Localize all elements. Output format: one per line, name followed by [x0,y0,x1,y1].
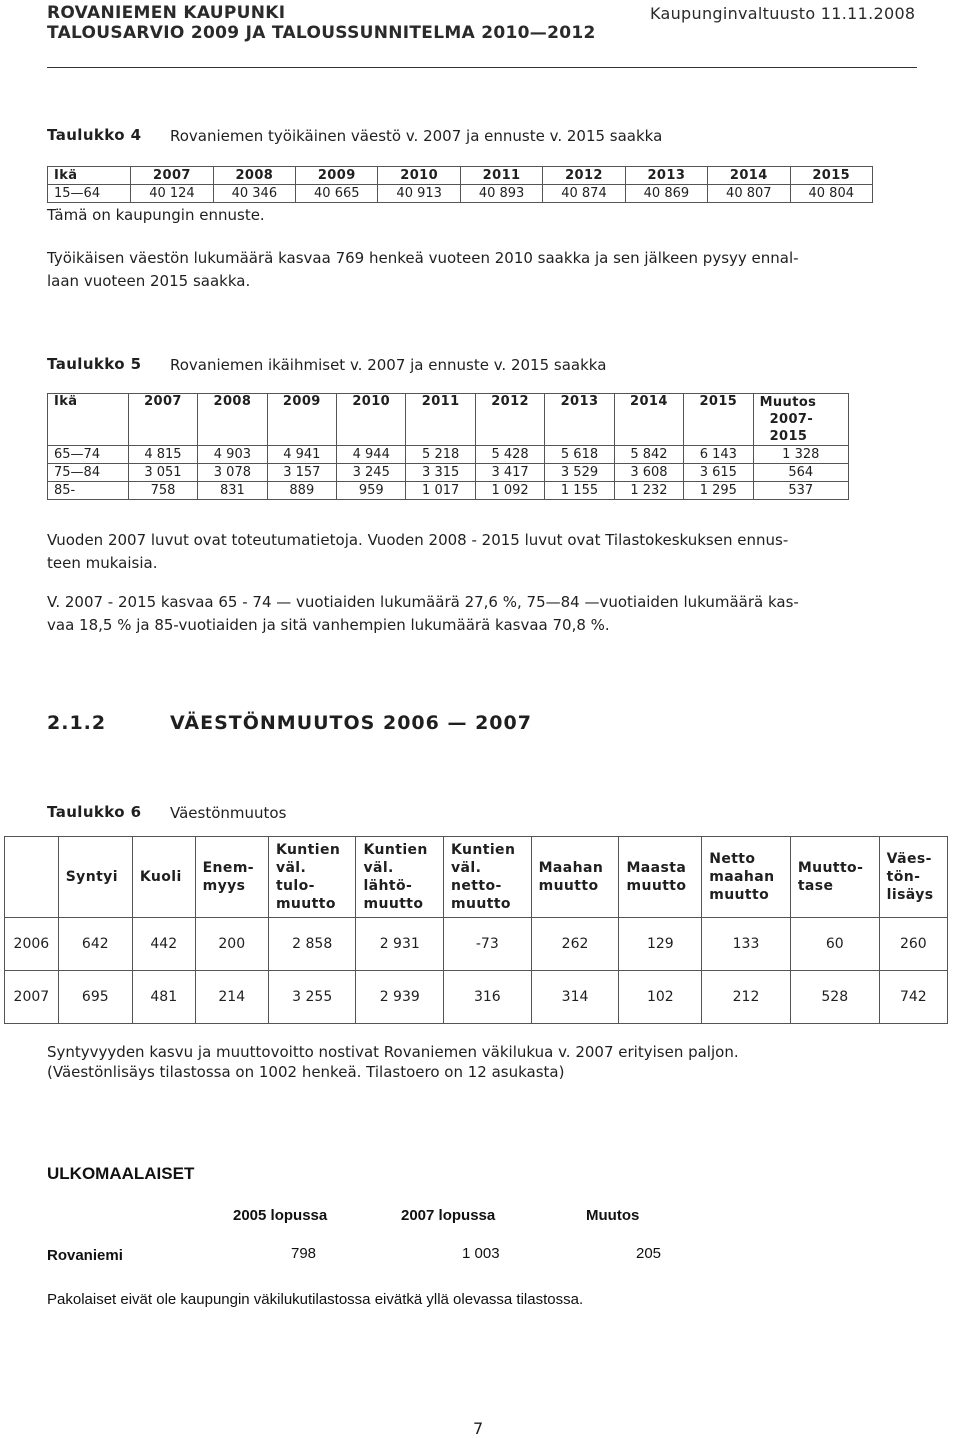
table-cell: 5 218 [406,446,475,464]
section-number: 2.1.2 [47,712,107,734]
table6-col-population-growth [879,837,947,918]
table-cell: 481 [132,971,195,1024]
paragraph-3-line-2: vaa 18,5 % ja 85-vuotiaiden ja sitä vanhempien lukumäärä kasvaa 70,8 %. [47,616,610,634]
table6-title: Väestönmuutos [170,804,287,822]
table-cell: 4 815 [128,446,197,464]
table-cell: 442 [132,918,195,971]
table-cell: 15—64 [48,185,131,203]
table4-col-age: Ikä [48,167,131,185]
table-row [48,185,873,203]
table-row [5,971,948,1024]
table-cell: 2 939 [356,971,444,1024]
meeting-date: Kaupunginvaltuusto 11.11.2008 [650,4,916,23]
table-cell: 212 [702,971,791,1024]
table6-col-in-migration [268,837,356,918]
paragraph-1-line-2: laan vuoteen 2015 saakka. [47,272,251,290]
paragraph-3-line-1: V. 2007 - 2015 kasvaa 65 - 74 — vuotiaiden lukumäärä 27,6 %, 75—84 —vuotiaiden lukumäärä kas- [47,593,799,611]
table-cell: 5 842 [614,446,683,464]
table5-col-2007: 2007 [128,394,197,446]
table-cell: 260 [879,918,947,971]
table-cell: 528 [790,971,879,1024]
header-line: muutto [626,878,687,894]
table-cell: 564 [753,464,848,482]
paragraph-2-line-2: teen mukaisia. [47,554,158,572]
foreigners-value-2007: 1 003 [462,1245,500,1262]
paragraph-1-line-1: Työikäisen väestön lukumäärä kasvaa 769 henkeä vuoteen 2010 saakka ja sen jälkeen pysyy ennal- [47,249,799,267]
table4 [47,166,873,203]
table6 [4,836,948,1024]
header-line: väl. [363,860,394,876]
table-cell: 3 078 [198,464,267,482]
table-cell: 40 807 [708,185,790,203]
table5-col-2008: 2008 [198,394,267,446]
foreigners-row-label: Rovaniemi [47,1247,123,1264]
table-cell: 65—74 [48,446,129,464]
table-cell: 831 [198,482,267,500]
table-cell: 3 157 [267,464,336,482]
header-line: netto- [451,878,502,894]
table-cell: 1 232 [614,482,683,500]
table5-col-2013: 2013 [545,394,614,446]
table-cell: 5 428 [475,446,544,464]
table-row [48,482,849,500]
table-cell: 316 [444,971,532,1024]
table-cell: 3 417 [475,464,544,482]
table4-col-2013: 2013 [625,167,707,185]
table-cell: 214 [195,971,268,1024]
table-cell: 1 295 [684,482,753,500]
table5-change-line-3: 2015 [769,429,808,444]
table4-note: Tämä on kaupungin ennuste. [47,206,265,224]
table-cell: 2006 [5,918,59,971]
header-line: Kuntien [363,842,428,858]
header-line: Väes- [886,851,932,867]
table6-col-migration-balance [790,837,879,918]
table-cell: 3 255 [268,971,356,1024]
table-row [5,918,948,971]
table6-col-emigration [619,837,702,918]
table-cell: 695 [58,971,132,1024]
table6-col-births [58,837,132,918]
foreigners-heading: ULKOMAALAISET [47,1164,195,1183]
header-line: tulo- [275,878,315,894]
table-cell: 3 529 [545,464,614,482]
table5-change-line-2: 2007- [769,412,814,427]
table-cell: 4 941 [267,446,336,464]
table-cell: 4 903 [198,446,267,464]
page-number: 7 [473,1419,484,1438]
table5-col-2011: 2011 [406,394,475,446]
table5-title: Rovaniemen ikäihmiset v. 2007 ja ennuste v. 2015 saakka [170,356,607,374]
table6-label: Taulukko 6 [47,803,142,821]
table-cell: 4 944 [337,446,406,464]
header-line: tön- [886,869,921,885]
table-cell: 75—84 [48,464,129,482]
table-cell: 2007 [5,971,59,1024]
header-line: Kuoli [139,869,182,885]
foreigners-col-2005: 2005 lopussa [233,1207,328,1224]
header-line: muutto [363,896,424,912]
table-cell: 2 858 [268,918,356,971]
header-line: Maasta [626,860,687,876]
table-cell: 1 328 [753,446,848,464]
header-line: väl. [451,860,482,876]
table5-col-2010: 2010 [337,394,406,446]
table5-col-2012: 2012 [475,394,544,446]
table-cell: 642 [58,918,132,971]
table4-label: Taulukko 4 [47,126,142,144]
table5-change-line-1: Muutos [759,395,817,410]
header-line: muutto [451,896,511,912]
table-cell: 40 893 [460,185,542,203]
table-cell: 262 [531,918,619,971]
header-line: muutto [275,896,336,912]
table5-col-age: Ikä [48,394,129,446]
header-line: Muutto- [797,860,864,876]
table6-col-net-immigration [702,837,791,918]
header-line: muutto [538,878,599,894]
table-cell: 60 [790,918,879,971]
table-cell: 314 [531,971,619,1024]
table-cell: 102 [619,971,702,1024]
table-row [48,464,849,482]
foreigners-value-change: 205 [636,1245,662,1262]
table-cell: -73 [444,918,532,971]
table4-col-2012: 2012 [543,167,625,185]
table5 [47,393,849,500]
table6-header-row [5,837,948,918]
table-cell: 3 245 [337,464,406,482]
table-cell: 1 092 [475,482,544,500]
table4-title: Rovaniemen työikäinen väestö v. 2007 ja ennuste v. 2015 saakka [170,127,663,145]
table-cell: 200 [195,918,268,971]
table4-col-2015: 2015 [790,167,873,185]
table6-header-empty [5,837,59,918]
table-cell: 5 618 [545,446,614,464]
header-line: muutto [709,887,770,903]
table5-header-row [48,394,849,446]
table-cell: 40 346 [213,185,295,203]
table-cell: 3 608 [614,464,683,482]
document-title: TALOUSARVIO 2009 JA TALOUSSUNNITELMA 2010—2012 [47,23,596,43]
header-line: väl. [275,860,307,876]
table6-col-net-migration [444,837,532,918]
table6-col-deaths [132,837,195,918]
table4-col-2007: 2007 [131,167,213,185]
table5-label: Taulukko 5 [47,355,142,373]
table-cell: 40 124 [131,185,213,203]
table-cell: 1 017 [406,482,475,500]
table6-col-immigration [531,837,619,918]
table-cell: 3 315 [406,464,475,482]
foreigners-col-2007: 2007 lopussa [401,1207,496,1224]
table-cell: 758 [128,482,197,500]
header-line: Maahan [538,860,604,876]
table-cell: 889 [267,482,336,500]
table-cell: 1 155 [545,482,614,500]
table-cell: 537 [753,482,848,500]
header-line: Kuntien [275,842,341,858]
table4-col-2014: 2014 [708,167,790,185]
table6-col-surplus [195,837,268,918]
table6-col-out-migration [356,837,444,918]
foreigners-col-change: Muutos [586,1207,640,1224]
table-cell: 6 143 [684,446,753,464]
paragraph-2-line-1: Vuoden 2007 luvut ovat toteutumatietoja. Vuoden 2008 - 2015 luvut ovat Tilastokeskuksen ennus- [47,531,789,549]
header-line: Kuntien [451,842,516,858]
table-cell: 3 051 [128,464,197,482]
table4-col-2009: 2009 [296,167,378,185]
table-row [48,446,849,464]
table-cell: 85- [48,482,129,500]
paragraph-4-line-2: (Väestönlisäys tilastossa on 1002 henkeä. Tilastoero on 12 asukasta) [47,1063,565,1081]
org-name: ROVANIEMEN KAUPUNKI [47,3,286,23]
table-cell: 129 [619,918,702,971]
table5-col-2015: 2015 [684,394,753,446]
table4-col-2011: 2011 [460,167,542,185]
header-line: Enem- [202,860,255,876]
table5-col-2014: 2014 [614,394,683,446]
header-line: myys [202,878,246,894]
header-line: tase [797,878,834,894]
table5-col-change [753,394,848,446]
table-cell: 2 931 [356,918,444,971]
table4-col-2008: 2008 [213,167,295,185]
foreigners-note: Pakolaiset eivät ole kaupungin väkilukutilastossa eivätkä yllä olevassa tilastossa. [47,1291,584,1308]
header-rule [47,67,917,68]
table-cell: 40 804 [790,185,873,203]
paragraph-4-line-1: Syntyvyyden kasvu ja muuttovoitto nostivat Rovaniemen väkilukua v. 2007 erityisen paljon. [47,1043,739,1061]
table-cell: 742 [879,971,947,1024]
header-line: Syntyi [65,869,118,885]
header-line: Netto [709,851,756,867]
header-line: lisäys [886,887,934,903]
table4-header-row [48,167,873,185]
table-cell: 959 [337,482,406,500]
header-line: lähtö- [363,878,413,894]
header-line: maahan [709,869,775,885]
section-title: VÄESTÖNMUUTOS 2006 — 2007 [170,712,532,734]
table-cell: 40 869 [625,185,707,203]
table5-col-2009: 2009 [267,394,336,446]
table-cell: 40 874 [543,185,625,203]
table-cell: 3 615 [684,464,753,482]
foreigners-value-2005: 798 [291,1245,317,1262]
table-cell: 40 665 [296,185,378,203]
table-cell: 133 [702,918,791,971]
table4-col-2010: 2010 [378,167,460,185]
table-cell: 40 913 [378,185,460,203]
